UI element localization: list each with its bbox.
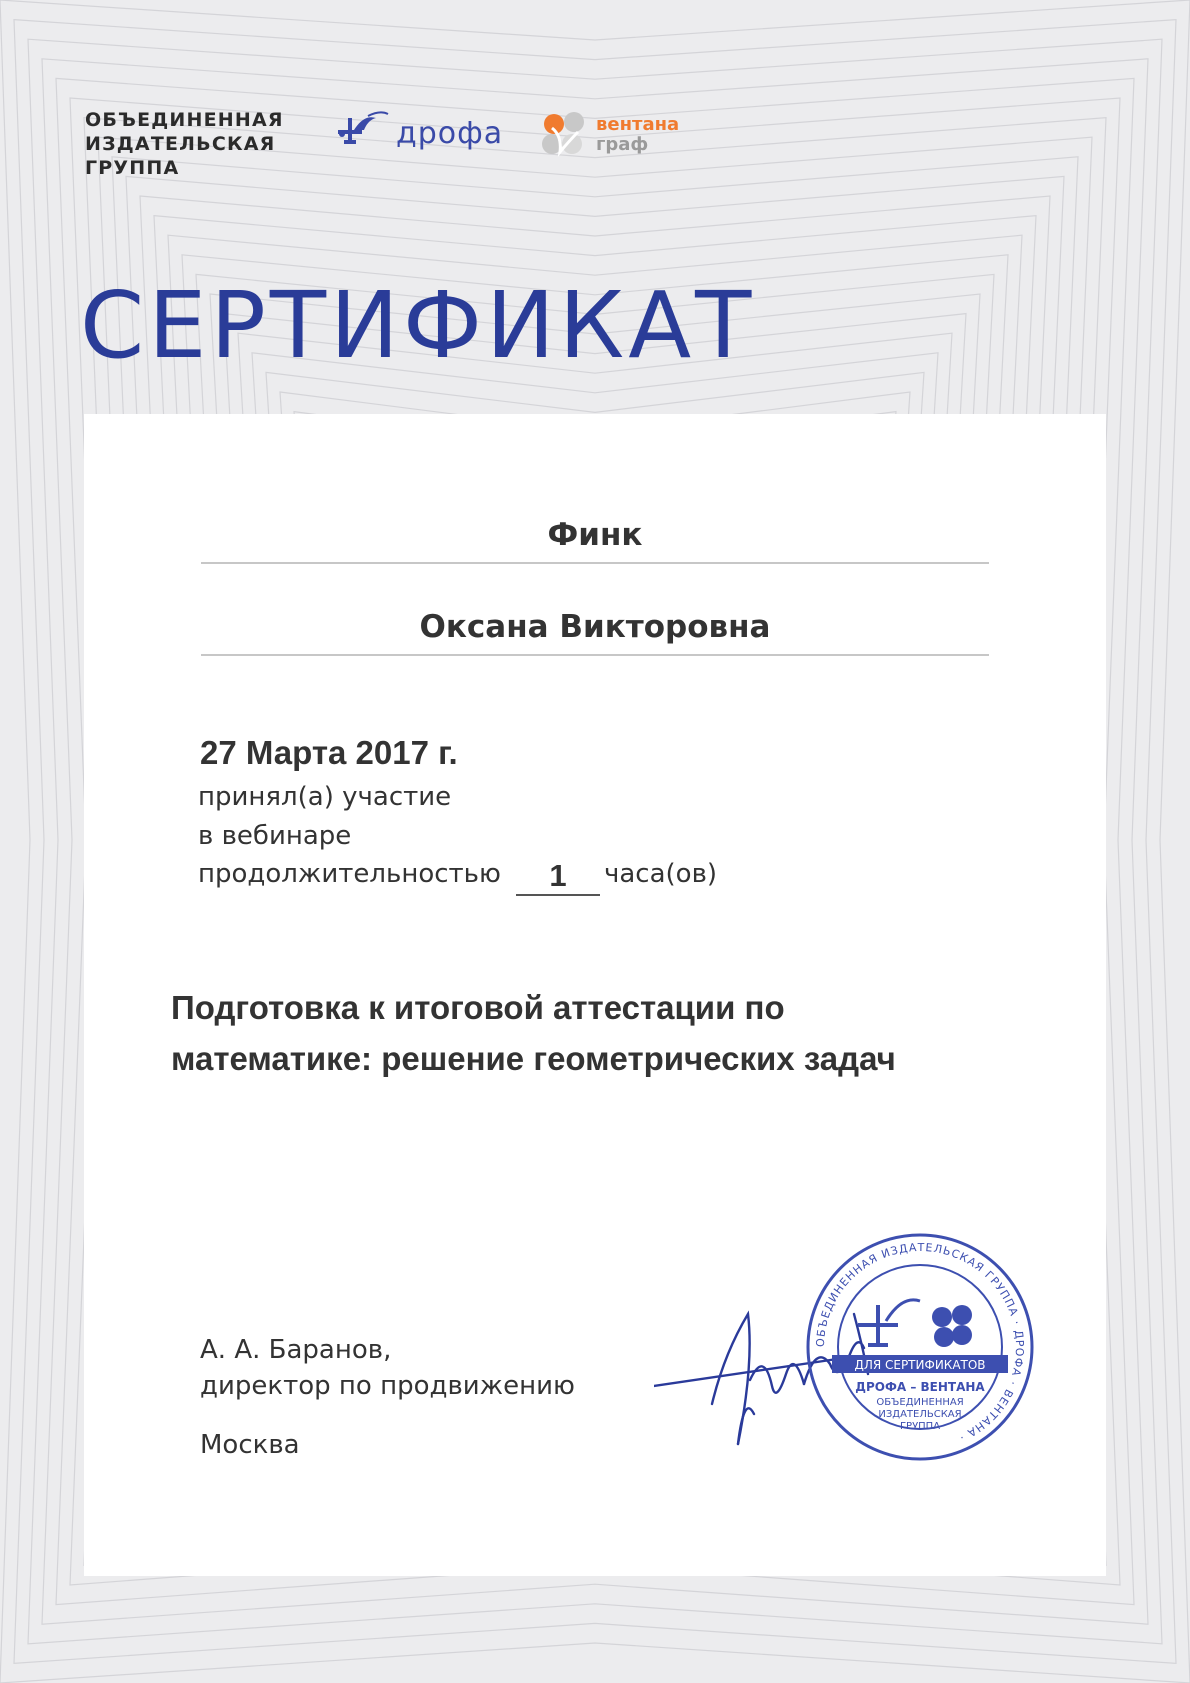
signer-block <box>200 1332 575 1404</box>
stamp-line-1: ДРОФА – ВЕНТАНА <box>855 1380 985 1394</box>
city: Москва <box>200 1430 300 1460</box>
drofa-bird-icon <box>328 108 394 152</box>
group-name-line-2: ИЗДАТЕЛЬСКАЯ <box>85 133 276 155</box>
stamp-outer-text: ОБЪЕДИНЕННАЯ ИЗДАТЕЛЬСКАЯ ГРУППА · ДРОФА · ВЕНТАНА · <box>813 1240 1027 1445</box>
header-logos <box>85 108 785 198</box>
signer-name: А. А. Баранов, <box>200 1335 392 1365</box>
duration-hours-unit: часа(ов) <box>604 859 718 889</box>
event-date: 27 Марта 2017 г. <box>200 734 458 771</box>
ventana-butterfly-icon <box>540 110 592 160</box>
drofa-logo-text: дрофа <box>396 116 504 151</box>
stamp-line-3: ИЗДАТЕЛЬСКАЯ <box>878 1409 962 1420</box>
topic-line-2: математике: решение геометрических задач <box>171 1040 896 1077</box>
duration-hours-value: 1 <box>516 856 600 896</box>
drofa-logo <box>328 108 504 152</box>
group-name-line-3: ГРУППА <box>85 157 180 179</box>
stamp-ventana-icon <box>932 1305 972 1347</box>
webinar-text: в вебинаре <box>198 821 352 851</box>
ventana-graf-logo <box>540 110 710 160</box>
stamp-line-2: ОБЪЕДИНЕННАЯ <box>876 1397 964 1408</box>
stamp-band-text: ДЛЯ СЕРТИФИКАТОВ <box>854 1358 986 1372</box>
duration-label: продолжительностью <box>198 859 501 889</box>
graf-logo-text: граф <box>596 134 649 155</box>
stamp-drofa-icon <box>858 1300 920 1345</box>
group-name-line-1: ОБЪЕДИНЕННАЯ <box>85 109 284 131</box>
topic-line-1: Подготовка к итоговой аттестации по <box>171 989 785 1026</box>
signer-position: директор по продвижению <box>200 1371 575 1401</box>
recipient-given-names: Оксана Викторовна <box>201 600 989 656</box>
stamp-line-4: ГРУППА <box>899 1421 941 1432</box>
participation-text: принял(а) участие <box>198 782 452 812</box>
webinar-topic <box>171 982 1051 1084</box>
ventana-logo-text: вентана <box>596 114 680 135</box>
certificate-body-card <box>84 414 1106 1576</box>
certificate-title: СЕРТИФИКАТ <box>80 272 756 379</box>
official-stamp <box>802 1229 1038 1465</box>
recipient-surname: Финк <box>201 508 989 564</box>
publisher-group-name <box>85 108 284 180</box>
